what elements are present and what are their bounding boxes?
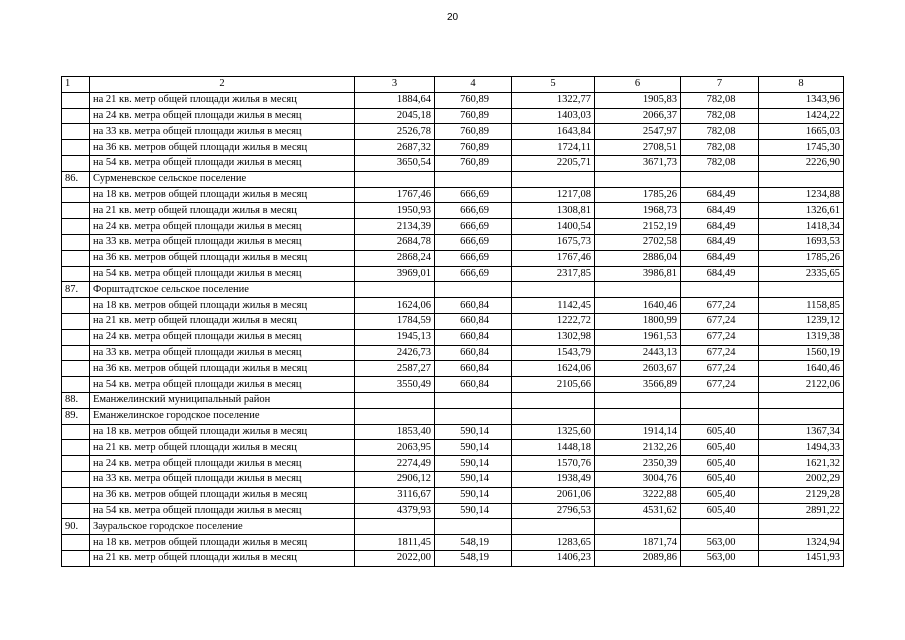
value-cell: 666,69 (435, 266, 512, 282)
value-cell: 677,24 (681, 345, 759, 361)
value-cell: 684,49 (681, 266, 759, 282)
row-label: на 21 кв. метр общей площади жилья в месяц (90, 203, 355, 219)
value-cell: 563,00 (681, 535, 759, 551)
value-cell (595, 408, 681, 424)
row-number (62, 456, 90, 472)
value-cell: 1871,74 (595, 535, 681, 551)
value-cell: 2603,67 (595, 361, 681, 377)
row-number (62, 503, 90, 519)
value-cell: 782,08 (681, 92, 759, 108)
row-number (62, 440, 90, 456)
value-cell: 677,24 (681, 313, 759, 329)
value-cell: 1767,46 (512, 250, 595, 266)
row-label: на 21 кв. метр общей площади жилья в месяц (90, 550, 355, 566)
table-row (62, 124, 844, 140)
value-cell: 2891,22 (759, 503, 844, 519)
value-cell (759, 171, 844, 187)
value-cell: 1400,54 (512, 219, 595, 235)
value-cell: 760,89 (435, 140, 512, 156)
value-cell: 660,84 (435, 329, 512, 345)
value-cell: 590,14 (435, 503, 512, 519)
row-number (62, 92, 90, 108)
value-cell (681, 171, 759, 187)
value-cell (512, 392, 595, 408)
value-cell: 1239,12 (759, 313, 844, 329)
value-cell (512, 519, 595, 535)
value-cell: 1217,08 (512, 187, 595, 203)
value-cell (512, 282, 595, 298)
value-cell: 2443,13 (595, 345, 681, 361)
value-cell: 1968,73 (595, 203, 681, 219)
value-cell: 660,84 (435, 361, 512, 377)
value-cell: 782,08 (681, 124, 759, 140)
section-row (62, 282, 844, 298)
value-cell: 3969,01 (355, 266, 435, 282)
value-cell: 666,69 (435, 250, 512, 266)
value-cell (681, 282, 759, 298)
value-cell: 2132,26 (595, 440, 681, 456)
table-row (62, 329, 844, 345)
value-cell: 760,89 (435, 124, 512, 140)
value-cell: 590,14 (435, 440, 512, 456)
value-cell: 3222,88 (595, 487, 681, 503)
row-label: на 54 кв. метра общей площади жилья в месяц (90, 377, 355, 393)
section-row (62, 408, 844, 424)
value-cell: 590,14 (435, 424, 512, 440)
row-number (62, 487, 90, 503)
value-cell: 1142,45 (512, 298, 595, 314)
value-cell: 3986,81 (595, 266, 681, 282)
row-label: на 36 кв. метров общей площади жилья в месяц (90, 140, 355, 156)
value-cell: 684,49 (681, 219, 759, 235)
value-cell: 2122,06 (759, 377, 844, 393)
value-cell: 2350,39 (595, 456, 681, 472)
value-cell: 1811,45 (355, 535, 435, 551)
row-number: 87. (62, 282, 90, 298)
row-number (62, 535, 90, 551)
value-cell: 660,84 (435, 377, 512, 393)
table-row (62, 266, 844, 282)
row-label: на 36 кв. метров общей площади жилья в месяц (90, 487, 355, 503)
row-label: Зауральское городское поселение (90, 519, 355, 535)
value-cell (759, 408, 844, 424)
table-row (62, 203, 844, 219)
row-number (62, 266, 90, 282)
section-row (62, 171, 844, 187)
header-cell: 7 (681, 77, 759, 93)
row-number (62, 250, 90, 266)
row-number (62, 424, 90, 440)
value-cell: 2063,95 (355, 440, 435, 456)
value-cell: 660,84 (435, 313, 512, 329)
value-cell: 605,40 (681, 487, 759, 503)
value-cell: 2129,28 (759, 487, 844, 503)
value-cell: 1406,23 (512, 550, 595, 566)
value-cell: 1621,32 (759, 456, 844, 472)
value-cell: 1643,84 (512, 124, 595, 140)
value-cell: 2022,00 (355, 550, 435, 566)
row-number (62, 124, 90, 140)
table-row (62, 234, 844, 250)
value-cell: 590,14 (435, 456, 512, 472)
value-cell (355, 408, 435, 424)
value-cell: 3671,73 (595, 155, 681, 171)
table-row (62, 345, 844, 361)
table-row (62, 298, 844, 314)
table-header-row (62, 77, 844, 93)
page-number: 20 (446, 12, 459, 23)
value-cell: 782,08 (681, 140, 759, 156)
header-cell: 4 (435, 77, 512, 93)
table-row (62, 487, 844, 503)
value-cell: 2702,58 (595, 234, 681, 250)
value-cell: 666,69 (435, 203, 512, 219)
row-label: на 24 кв. метра общей площади жилья в месяц (90, 456, 355, 472)
value-cell: 3566,89 (595, 377, 681, 393)
value-cell (759, 282, 844, 298)
value-cell: 2134,39 (355, 219, 435, 235)
value-cell: 760,89 (435, 108, 512, 124)
value-cell: 2708,51 (595, 140, 681, 156)
row-number (62, 471, 90, 487)
row-label: на 54 кв. метра общей площади жилья в месяц (90, 155, 355, 171)
row-label: на 24 кв. метра общей площади жилья в месяц (90, 329, 355, 345)
row-label: на 54 кв. метра общей площади жилья в месяц (90, 266, 355, 282)
value-cell: 1938,49 (512, 471, 595, 487)
value-cell: 1343,96 (759, 92, 844, 108)
value-cell: 1403,03 (512, 108, 595, 124)
row-label: на 18 кв. метров общей площади жилья в месяц (90, 535, 355, 551)
value-cell: 1693,53 (759, 234, 844, 250)
value-cell (595, 392, 681, 408)
row-label: на 21 кв. метр общей площади жилья в месяц (90, 313, 355, 329)
value-cell: 1640,46 (759, 361, 844, 377)
value-cell: 1884,64 (355, 92, 435, 108)
header-cell: 5 (512, 77, 595, 93)
row-label: на 18 кв. метров общей площади жилья в месяц (90, 424, 355, 440)
value-cell: 3004,76 (595, 471, 681, 487)
value-cell: 1675,73 (512, 234, 595, 250)
header-cell: 8 (759, 77, 844, 93)
table-row (62, 219, 844, 235)
value-cell: 605,40 (681, 503, 759, 519)
value-cell (595, 519, 681, 535)
row-label: на 33 кв. метра общей площади жилья в месяц (90, 124, 355, 140)
tariff-table (61, 76, 844, 567)
table-row (62, 471, 844, 487)
value-cell (759, 519, 844, 535)
row-number (62, 140, 90, 156)
value-cell (355, 392, 435, 408)
row-number (62, 313, 90, 329)
value-cell (595, 171, 681, 187)
value-cell: 590,14 (435, 487, 512, 503)
value-cell: 2547,97 (595, 124, 681, 140)
value-cell: 666,69 (435, 187, 512, 203)
value-cell: 1640,46 (595, 298, 681, 314)
row-number (62, 155, 90, 171)
value-cell: 2886,04 (595, 250, 681, 266)
value-cell: 2906,12 (355, 471, 435, 487)
value-cell: 1624,06 (512, 361, 595, 377)
row-label: Форштадтское сельское поселение (90, 282, 355, 298)
value-cell: 4531,62 (595, 503, 681, 519)
row-label: на 21 кв. метр общей площади жилья в месяц (90, 92, 355, 108)
value-cell: 548,19 (435, 535, 512, 551)
row-label: на 36 кв. метров общей площади жилья в месяц (90, 250, 355, 266)
row-number (62, 108, 90, 124)
value-cell: 1570,76 (512, 456, 595, 472)
value-cell (435, 519, 512, 535)
table-row (62, 140, 844, 156)
value-cell: 1451,93 (759, 550, 844, 566)
value-cell: 1624,06 (355, 298, 435, 314)
value-cell: 590,14 (435, 471, 512, 487)
value-cell: 2317,85 (512, 266, 595, 282)
value-cell: 2868,24 (355, 250, 435, 266)
row-label: на 33 кв. метра общей площади жилья в месяц (90, 345, 355, 361)
value-cell: 677,24 (681, 361, 759, 377)
table-row (62, 250, 844, 266)
value-cell: 1543,79 (512, 345, 595, 361)
value-cell: 2684,78 (355, 234, 435, 250)
value-cell: 2105,66 (512, 377, 595, 393)
table-row (62, 313, 844, 329)
value-cell (355, 282, 435, 298)
value-cell: 2002,29 (759, 471, 844, 487)
value-cell: 1767,46 (355, 187, 435, 203)
value-cell (355, 171, 435, 187)
value-cell: 2587,27 (355, 361, 435, 377)
value-cell: 1950,93 (355, 203, 435, 219)
value-cell: 2226,90 (759, 155, 844, 171)
row-number (62, 234, 90, 250)
value-cell: 1785,26 (759, 250, 844, 266)
table-row (62, 377, 844, 393)
value-cell (681, 392, 759, 408)
table-row (62, 440, 844, 456)
table-row (62, 187, 844, 203)
value-cell: 1324,94 (759, 535, 844, 551)
row-number (62, 377, 90, 393)
value-cell: 1319,38 (759, 329, 844, 345)
row-number (62, 361, 90, 377)
value-cell: 1785,26 (595, 187, 681, 203)
value-cell: 1914,14 (595, 424, 681, 440)
row-number (62, 345, 90, 361)
value-cell (435, 282, 512, 298)
row-label: на 18 кв. метров общей площади жилья в месяц (90, 187, 355, 203)
value-cell (681, 408, 759, 424)
row-label: на 24 кв. метра общей площади жилья в месяц (90, 108, 355, 124)
value-cell: 760,89 (435, 92, 512, 108)
row-number: 90. (62, 519, 90, 535)
value-cell: 1302,98 (512, 329, 595, 345)
value-cell: 1724,11 (512, 140, 595, 156)
value-cell (435, 408, 512, 424)
value-cell: 1961,53 (595, 329, 681, 345)
value-cell: 3550,49 (355, 377, 435, 393)
value-cell: 1322,77 (512, 92, 595, 108)
value-cell: 1418,34 (759, 219, 844, 235)
row-label: на 33 кв. метра общей площади жилья в месяц (90, 234, 355, 250)
value-cell: 677,24 (681, 377, 759, 393)
value-cell: 1945,13 (355, 329, 435, 345)
value-cell: 1326,61 (759, 203, 844, 219)
row-label: на 36 кв. метров общей площади жилья в месяц (90, 361, 355, 377)
value-cell (681, 519, 759, 535)
value-cell (512, 408, 595, 424)
value-cell: 1853,40 (355, 424, 435, 440)
value-cell: 2045,18 (355, 108, 435, 124)
value-cell: 1234,88 (759, 187, 844, 203)
value-cell: 1745,30 (759, 140, 844, 156)
value-cell: 1424,22 (759, 108, 844, 124)
value-cell: 1283,65 (512, 535, 595, 551)
value-cell: 1158,85 (759, 298, 844, 314)
row-label: на 54 кв. метра общей площади жилья в месяц (90, 503, 355, 519)
value-cell (435, 171, 512, 187)
row-number (62, 329, 90, 345)
row-label: на 33 кв. метра общей площади жилья в месяц (90, 471, 355, 487)
value-cell: 605,40 (681, 471, 759, 487)
row-number (62, 298, 90, 314)
value-cell: 1448,18 (512, 440, 595, 456)
table-row (62, 361, 844, 377)
value-cell (759, 392, 844, 408)
value-cell: 1784,59 (355, 313, 435, 329)
header-cell: 2 (90, 77, 355, 93)
value-cell: 660,84 (435, 345, 512, 361)
value-cell: 2274,49 (355, 456, 435, 472)
value-cell (595, 282, 681, 298)
row-number (62, 550, 90, 566)
row-number: 86. (62, 171, 90, 187)
value-cell: 1560,19 (759, 345, 844, 361)
value-cell: 782,08 (681, 108, 759, 124)
value-cell: 677,24 (681, 329, 759, 345)
row-label: Еманжелинское городское поселение (90, 408, 355, 424)
section-row (62, 519, 844, 535)
row-number: 89. (62, 408, 90, 424)
value-cell: 684,49 (681, 250, 759, 266)
row-label: на 24 кв. метра общей площади жилья в месяц (90, 219, 355, 235)
value-cell: 2089,86 (595, 550, 681, 566)
value-cell: 2061,06 (512, 487, 595, 503)
header-cell: 6 (595, 77, 681, 93)
value-cell: 684,49 (681, 234, 759, 250)
value-cell: 666,69 (435, 219, 512, 235)
value-cell: 782,08 (681, 155, 759, 171)
table-row (62, 424, 844, 440)
value-cell: 563,00 (681, 550, 759, 566)
table-row (62, 503, 844, 519)
row-label: Еманжелинский муниципальный район (90, 392, 355, 408)
value-cell: 605,40 (681, 456, 759, 472)
value-cell: 1325,60 (512, 424, 595, 440)
row-label: Сурменевское сельское поселение (90, 171, 355, 187)
table-row (62, 535, 844, 551)
value-cell: 1905,83 (595, 92, 681, 108)
row-number (62, 203, 90, 219)
value-cell: 660,84 (435, 298, 512, 314)
header-cell: 3 (355, 77, 435, 93)
value-cell: 1665,03 (759, 124, 844, 140)
row-label: на 18 кв. метров общей площади жилья в месяц (90, 298, 355, 314)
table-row (62, 108, 844, 124)
value-cell: 1800,99 (595, 313, 681, 329)
header-cell: 1 (62, 77, 90, 93)
section-row (62, 392, 844, 408)
value-cell (435, 392, 512, 408)
value-cell: 666,69 (435, 234, 512, 250)
value-cell: 2205,71 (512, 155, 595, 171)
value-cell: 605,40 (681, 424, 759, 440)
value-cell: 684,49 (681, 187, 759, 203)
value-cell: 2687,32 (355, 140, 435, 156)
value-cell: 684,49 (681, 203, 759, 219)
value-cell: 2526,78 (355, 124, 435, 140)
value-cell: 2335,65 (759, 266, 844, 282)
value-cell: 4379,93 (355, 503, 435, 519)
value-cell: 2796,53 (512, 503, 595, 519)
value-cell: 2066,37 (595, 108, 681, 124)
value-cell: 677,24 (681, 298, 759, 314)
value-cell: 1222,72 (512, 313, 595, 329)
row-label: на 21 кв. метр общей площади жилья в месяц (90, 440, 355, 456)
value-cell (512, 171, 595, 187)
row-number (62, 187, 90, 203)
value-cell: 3650,54 (355, 155, 435, 171)
value-cell: 1308,81 (512, 203, 595, 219)
table-row (62, 155, 844, 171)
table-row (62, 456, 844, 472)
table-row (62, 92, 844, 108)
value-cell: 2152,19 (595, 219, 681, 235)
value-cell: 2426,73 (355, 345, 435, 361)
value-cell (355, 519, 435, 535)
table-row (62, 550, 844, 566)
row-number: 88. (62, 392, 90, 408)
value-cell: 3116,67 (355, 487, 435, 503)
value-cell: 760,89 (435, 155, 512, 171)
value-cell: 1367,34 (759, 424, 844, 440)
row-number (62, 219, 90, 235)
value-cell: 548,19 (435, 550, 512, 566)
value-cell: 605,40 (681, 440, 759, 456)
value-cell: 1494,33 (759, 440, 844, 456)
